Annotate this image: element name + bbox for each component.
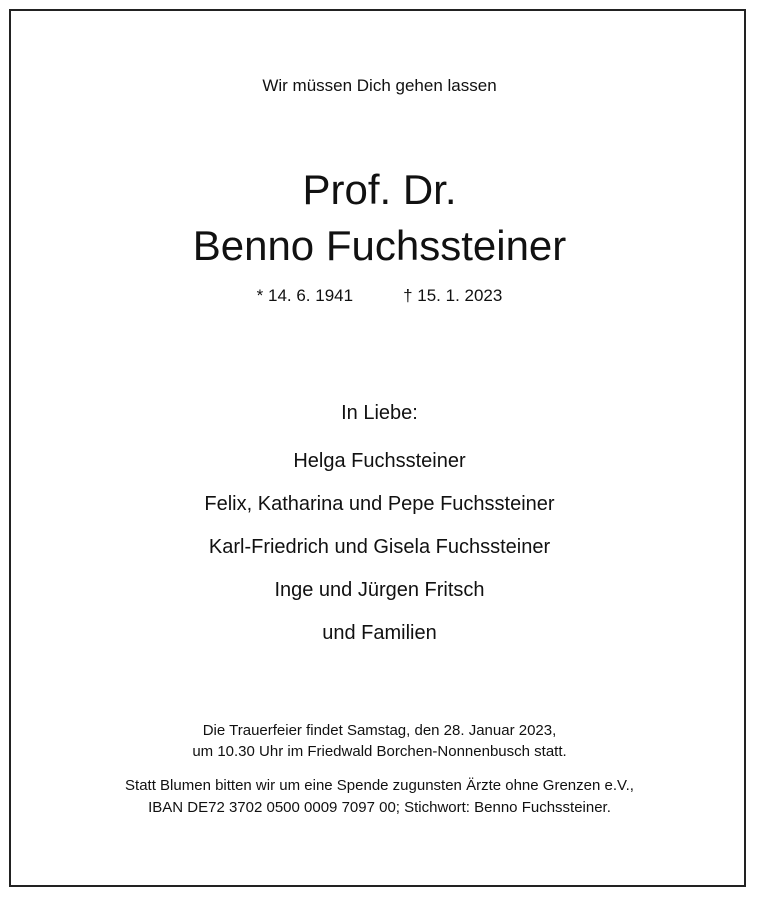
death-date: † 15. 1. 2023 xyxy=(403,286,503,305)
mourner-item: Helga Fuchssteiner xyxy=(293,450,466,472)
funeral-info-line: Die Trauerfeier findet Samstag, den 28. Januar 2023, xyxy=(202,722,557,739)
name-full: Benno Fuchssteiner xyxy=(192,222,567,269)
name-title: Prof. Dr. xyxy=(302,166,457,213)
mourner-item: Felix, Katharina und Pepe Fuchssteiner xyxy=(204,493,555,515)
funeral-info-line: um 10.30 Uhr im Friedwald Borchen-Nonnenbusch statt. xyxy=(192,743,567,760)
motto-text: Wir müssen Dich gehen lassen xyxy=(262,76,497,95)
donation-info-line: IBAN DE72 3702 0500 0009 7097 00; Stichwort: Benno Fuchssteiner. xyxy=(148,799,611,816)
birth-date: * 14. 6. 1941 xyxy=(256,286,354,305)
life-dates xyxy=(0,286,759,306)
mourner-item: und Familien xyxy=(322,622,437,644)
mourner-item: Inge und Jürgen Fritsch xyxy=(274,579,485,601)
mourner-item: Karl-Friedrich und Gisela Fuchssteiner xyxy=(208,536,551,558)
donation-info-line: Statt Blumen bitten wir um eine Spende zugunsten Ärzte ohne Grenzen e.V., xyxy=(125,777,634,794)
in-love-heading: In Liebe: xyxy=(341,402,418,424)
